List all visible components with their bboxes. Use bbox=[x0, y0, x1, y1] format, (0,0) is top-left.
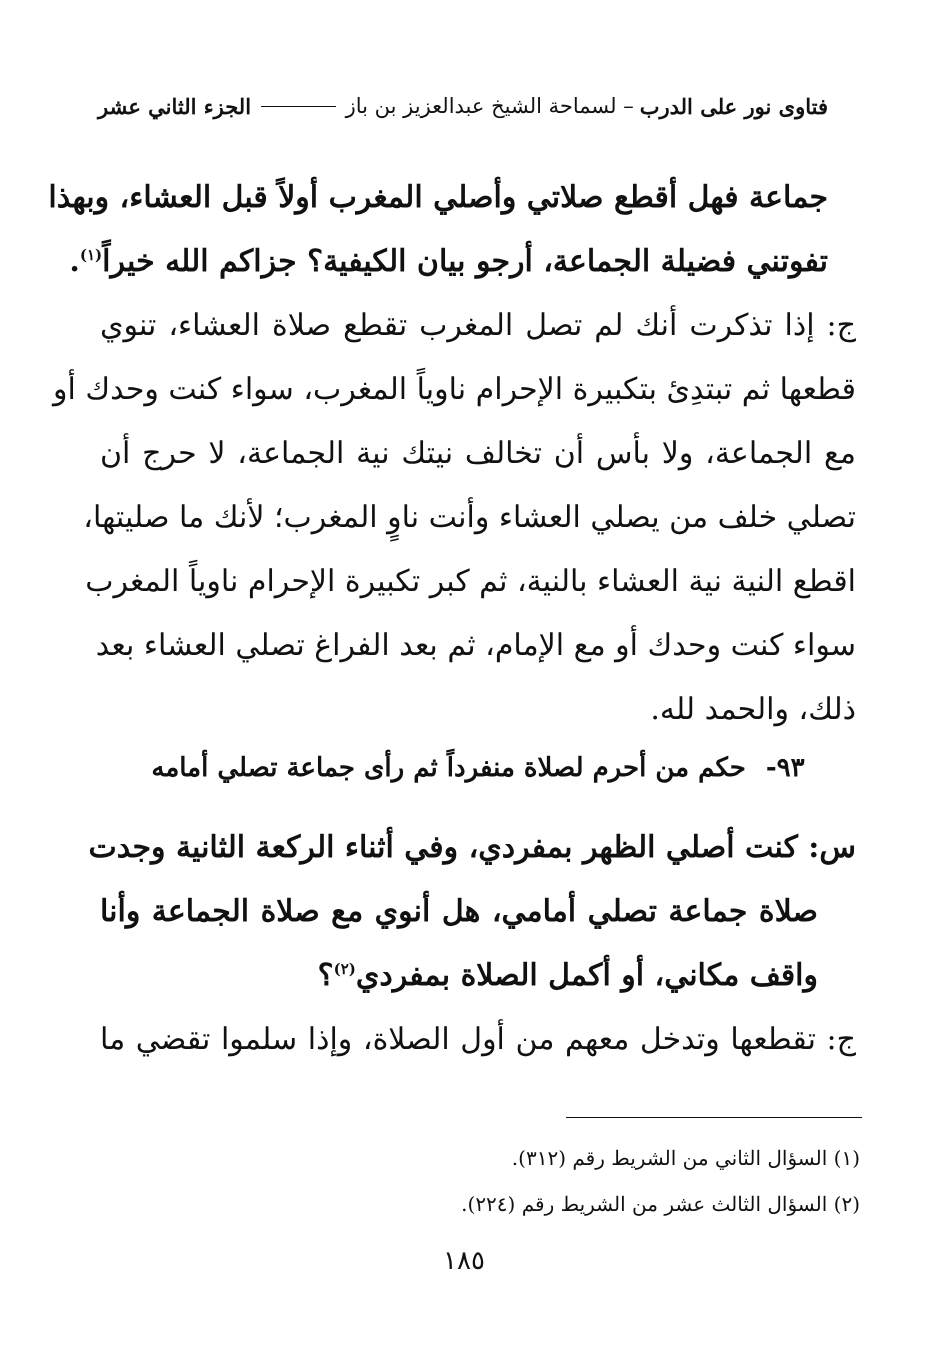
question-line: صلاة جماعة تصلي أمامي، هل أنوي مع صلاة الجماعة وأنا bbox=[100, 894, 818, 929]
footnote: (٢) السؤال الثالث عشر من الشريط رقم (٢٢٤). bbox=[461, 1192, 860, 1216]
footnote: (١) السؤال الثاني من الشريط رقم (٣١٢). bbox=[511, 1146, 860, 1170]
part-label: الجزء الثاني عشر bbox=[98, 93, 252, 119]
answer-line: ج: إذا تذكرت أنك لم تصل المغرب تقطع صلاة العشاء، تنوي bbox=[100, 308, 856, 343]
question-line-text: تفوتني فضيلة الجماعة، أرجو بيان الكيفية؟ جزاكم الله خيراً bbox=[102, 244, 828, 279]
question-end-mark: ؟ bbox=[317, 958, 334, 993]
question-continuation bbox=[48, 166, 828, 294]
question-paragraph bbox=[88, 816, 856, 1008]
section-number: ٩٣- bbox=[765, 753, 805, 783]
answer-paragraph bbox=[53, 294, 856, 742]
question-end-mark: . bbox=[69, 244, 80, 279]
question-line-text: واقف مكاني، أو أكمل الصلاة بمفردي bbox=[355, 958, 818, 993]
answer-line: ج: تقطعها وتدخل معهم من أول الصلاة، وإذا سلموا تقضي ما bbox=[100, 1022, 856, 1057]
question-line-last bbox=[69, 230, 828, 294]
answer-line-last: ذلك، والحمد لله. bbox=[650, 692, 856, 727]
answer-line: قطعها ثم تبتدِئ بتكبيرة الإحرام ناوياً المغرب، سواء كنت وحدك أو bbox=[53, 372, 856, 407]
question-line: جماعة فهل أقطع صلاتي وأصلي المغرب أولاً قبل العشاء، وبهذا bbox=[48, 180, 828, 215]
author-credit: – لسماحة الشيخ عبدالعزيز بن باز bbox=[345, 94, 634, 118]
footnote-ref-1: (١) bbox=[79, 246, 103, 264]
answer-line: مع الجماعة، ولا بأس أن تخالف نيتك نية الجماعة، لا حرج أن bbox=[100, 436, 856, 471]
page-number: ١٨٥ bbox=[443, 1246, 485, 1276]
question-line: س: كنت أصلي الظهر بمفردي، وفي أثناء الركعة الثانية وجدت bbox=[88, 830, 856, 865]
answer-line: سواء كنت وحدك أو مع الإمام، ثم بعد الفراغ تصلي العشاء بعد bbox=[95, 628, 856, 663]
footnote-separator bbox=[566, 1117, 862, 1118]
answer-line: تصلي خلف من يصلي العشاء وأنت ناوٍ المغرب؛ لأنك ما صليتها، bbox=[83, 500, 856, 535]
running-header bbox=[98, 88, 828, 124]
series-title: فتاوى نور على الدرب bbox=[639, 93, 828, 119]
answer-paragraph bbox=[100, 1008, 856, 1072]
question-line-last bbox=[100, 944, 818, 1008]
footnote-ref-2: (٢) bbox=[333, 960, 356, 978]
section-title: حكم من أحرم لصلاة منفرداً ثم رأى جماعة تصلي أمامه bbox=[151, 753, 746, 783]
section-heading bbox=[100, 738, 856, 798]
header-rule bbox=[261, 106, 336, 107]
answer-line: اقطع النية نية العشاء بالنية، ثم كبر تكبيرة الإحرام ناوياً المغرب bbox=[85, 564, 856, 599]
